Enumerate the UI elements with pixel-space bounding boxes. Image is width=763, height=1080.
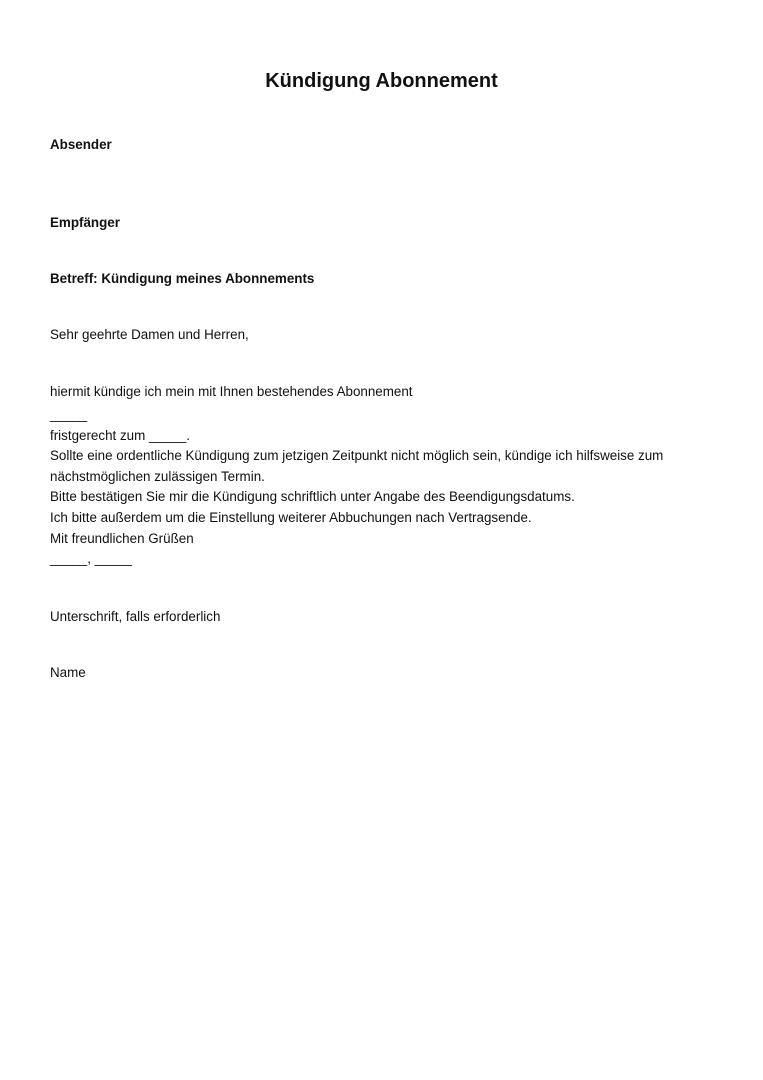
intro-paragraph: hiermit kündige ich mein mit Ihnen bestehendes Abonnement [50,384,413,399]
body-line: Mit freundlichen Grüßen [50,530,194,546]
letter-body [50,405,720,570]
body-line: _____ [50,407,88,422]
body-line: fristgerecht zum _____. [50,427,190,443]
body-line: Ich bitte außerdem um die Einstellung weiterer Abbuchungen nach Vertragsende. [50,509,532,525]
signature-label: Unterschrift, falls erforderlich [50,609,221,624]
sender-heading: Absender [50,137,112,152]
subject-line: Betreff: Kündigung meines Abonnements [50,271,315,286]
document-title: Kündigung Abonnement [265,70,498,92]
salutation: Sehr geehrte Damen und Herren, [50,327,249,342]
body-line: Sollte eine ordentliche Kündigung zum jetzigen Zeitpunkt nicht möglich sein, kündige ich hilfsweise zum nächstmöglichen zulässigen Termin. [50,448,664,484]
recipient-heading: Empfänger [50,215,120,230]
body-line: Bitte bestätigen Sie mir die Kündigung schriftlich unter Angabe des Beendigungsdatums. [50,489,575,505]
body-line: _____, _____ [50,551,132,567]
name-label: Name [50,665,86,680]
